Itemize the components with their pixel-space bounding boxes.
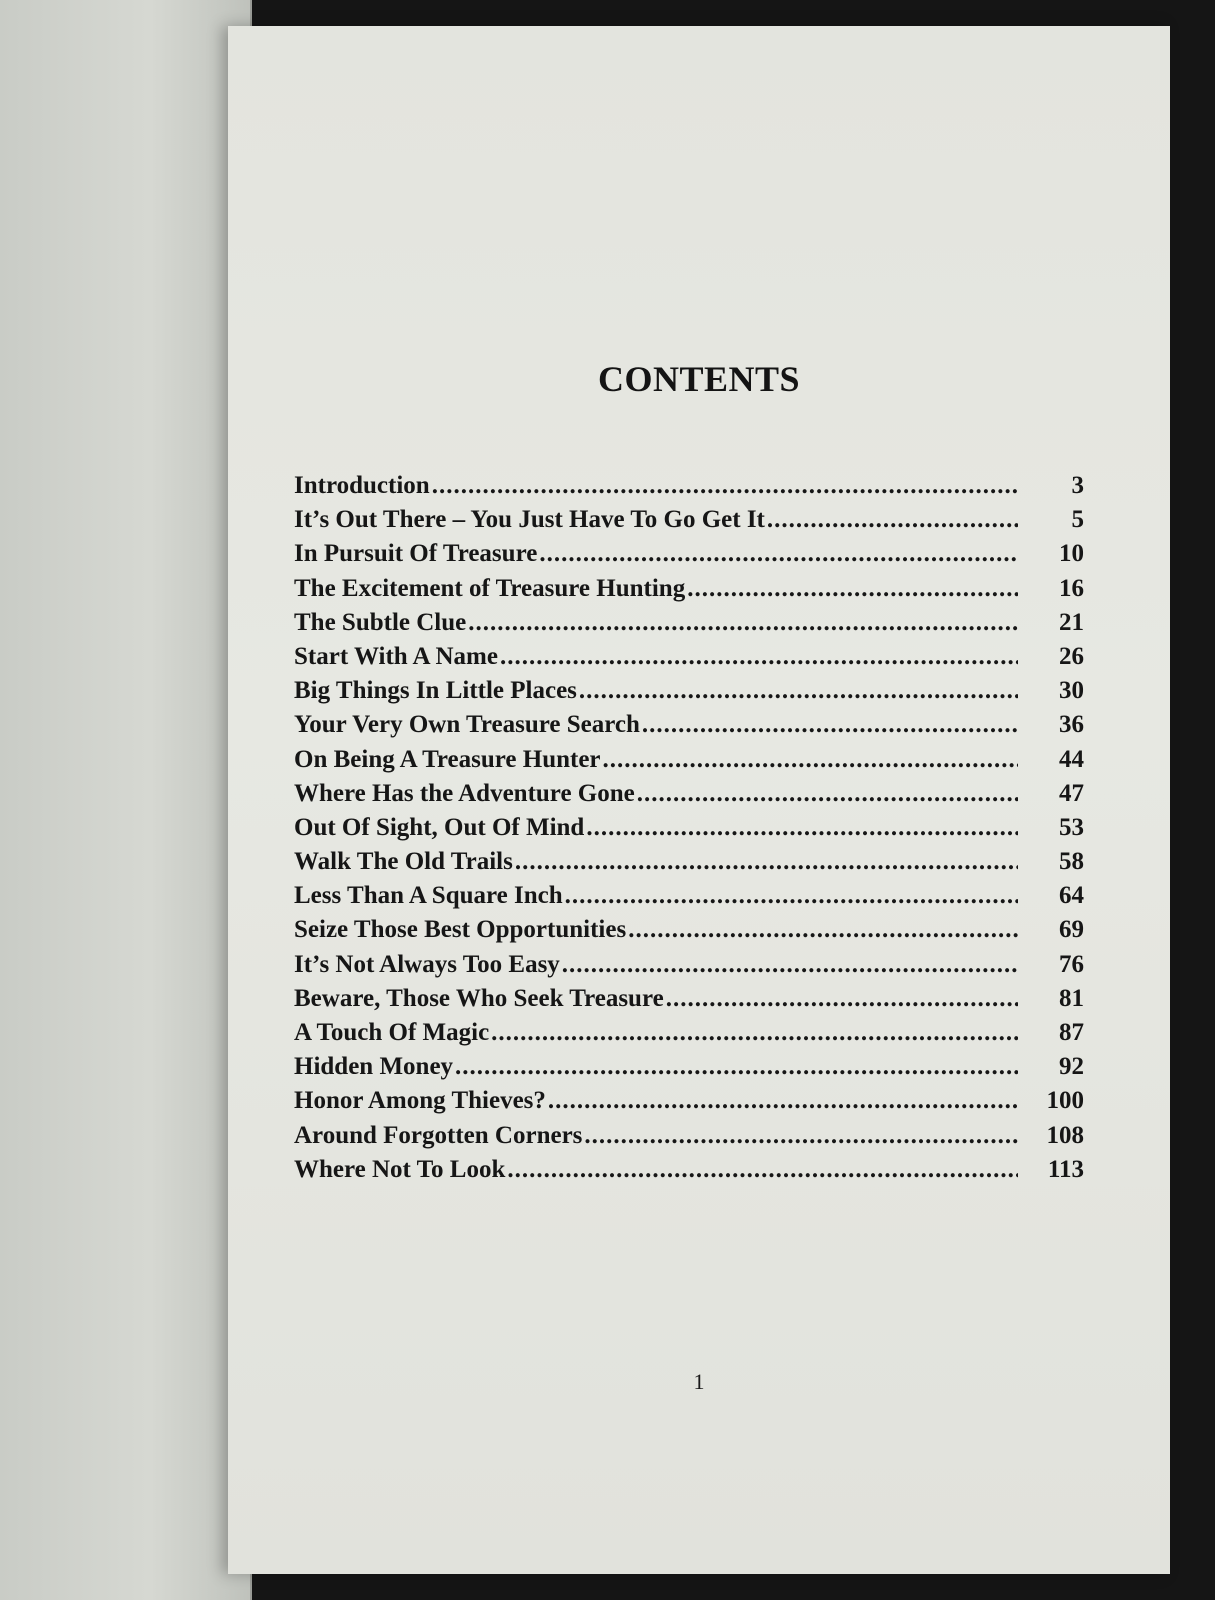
toc-entry: [294, 540, 1084, 574]
facing-page: [0, 0, 252, 1600]
toc-entry: [294, 609, 1084, 643]
toc-entry-title: Where Not To Look: [294, 1155, 506, 1183]
dot-leader: [562, 951, 1018, 979]
toc-entry-title: Big Things In Little Places: [294, 677, 577, 705]
toc-entry: [294, 1019, 1084, 1053]
dot-leader: [548, 1087, 1018, 1115]
toc-entry: [294, 951, 1084, 985]
toc-entry-title: The Subtle Clue: [294, 608, 467, 636]
toc-entry-page: 21: [1059, 608, 1084, 636]
toc-entry-page: 44: [1059, 745, 1084, 773]
dot-leader: [586, 814, 1018, 842]
toc-entry-page: 53: [1059, 813, 1084, 841]
toc-entry: [294, 575, 1084, 609]
toc-entry: [294, 472, 1084, 506]
toc-entry-page: 30: [1059, 677, 1084, 705]
dot-leader: [432, 472, 1018, 500]
toc-entry: [294, 882, 1084, 916]
dot-leader: [500, 643, 1018, 671]
toc-entry: [294, 1156, 1084, 1190]
toc-entry-title: Around Forgotten Corners: [294, 1121, 583, 1149]
toc-entry: [294, 506, 1084, 540]
toc-entry-page: 47: [1059, 779, 1084, 807]
toc-entry-title: Seize Those Best Opportunities: [294, 916, 627, 944]
page-title: CONTENTS: [597, 359, 801, 399]
toc-entry-page: 113: [1047, 1155, 1084, 1183]
toc-entry-page: 87: [1059, 1019, 1084, 1046]
toc-entry-title: It’s Out There – You Just Have To Go Get It: [294, 506, 765, 534]
toc-entry-page: 10: [1059, 540, 1084, 568]
toc-entry-title: Out Of Sight, Out Of Mind: [294, 813, 585, 841]
page-number: 1: [693, 1369, 705, 1394]
toc-entry: [294, 1053, 1084, 1087]
dot-leader: [491, 1019, 1018, 1047]
toc-entry-page: 3: [1071, 472, 1084, 499]
toc-entry-title: Less Than A Square Inch: [294, 882, 563, 910]
toc-entry-title: It’s Not Always Too Easy: [294, 950, 560, 978]
dot-leader: [687, 575, 1018, 603]
dot-leader: [642, 711, 1018, 739]
toc-entry: [294, 643, 1084, 677]
toc-entry: [294, 814, 1084, 848]
toc-entry-page: 108: [1046, 1121, 1084, 1149]
toc-entry-page: 36: [1059, 711, 1084, 739]
toc-entry-page: 58: [1059, 848, 1084, 876]
dot-leader: [507, 1156, 1018, 1184]
toc-entry-page: 64: [1059, 882, 1084, 910]
table-of-contents: [294, 472, 1084, 1190]
toc-entry-page: 92: [1059, 1053, 1084, 1081]
toc-entry-title: Beware, Those Who Seek Treasure: [294, 984, 664, 1012]
toc-entry: [294, 1087, 1084, 1121]
dot-leader: [628, 916, 1018, 944]
dot-leader: [637, 780, 1018, 808]
contents-page: [228, 26, 1170, 1574]
toc-entry-title: Honor Among Thieves?: [294, 1087, 546, 1115]
toc-entry-page: 5: [1071, 506, 1084, 534]
toc-entry-page: 81: [1059, 984, 1084, 1012]
toc-entry: [294, 985, 1084, 1019]
toc-entry-page: 69: [1059, 916, 1084, 944]
dot-leader: [455, 1053, 1018, 1081]
toc-entry-title: The Excitement of Treasure Hunting: [294, 574, 686, 602]
toc-entry-title: Your Very Own Treasure Search: [294, 711, 640, 739]
toc-entry: [294, 677, 1084, 711]
dot-leader: [468, 609, 1018, 637]
toc-entry-page: 76: [1059, 950, 1084, 978]
toc-entry-title: Start With A Name: [294, 642, 498, 670]
dot-leader: [565, 882, 1018, 910]
toc-entry-title: Where Has the Adventure Gone: [294, 779, 635, 807]
toc-entry-page: 16: [1059, 574, 1084, 602]
toc-entry: [294, 916, 1084, 950]
dot-leader: [584, 1122, 1018, 1150]
toc-entry-title: In Pursuit Of Treasure: [294, 540, 538, 568]
toc-entry-title: Hidden Money: [294, 1053, 454, 1081]
dot-leader: [579, 677, 1018, 705]
toc-entry: [294, 780, 1084, 814]
toc-entry: [294, 711, 1084, 745]
toc-entry: [294, 848, 1084, 882]
toc-entry: [294, 746, 1084, 780]
dot-leader: [666, 985, 1018, 1013]
toc-entry-title: A Touch Of Magic: [294, 1019, 490, 1046]
dot-leader: [767, 506, 1018, 534]
toc-entry: [294, 1122, 1084, 1156]
toc-entry-page: 100: [1046, 1087, 1084, 1115]
dot-leader: [539, 540, 1018, 568]
toc-entry-title: Walk The Old Trails: [294, 848, 513, 876]
dot-leader: [603, 746, 1018, 774]
dot-leader: [515, 848, 1018, 876]
toc-entry-title: On Being A Treasure Hunter: [294, 745, 601, 773]
toc-entry-page: 26: [1059, 642, 1084, 670]
toc-entry-title: Introduction: [294, 472, 430, 499]
